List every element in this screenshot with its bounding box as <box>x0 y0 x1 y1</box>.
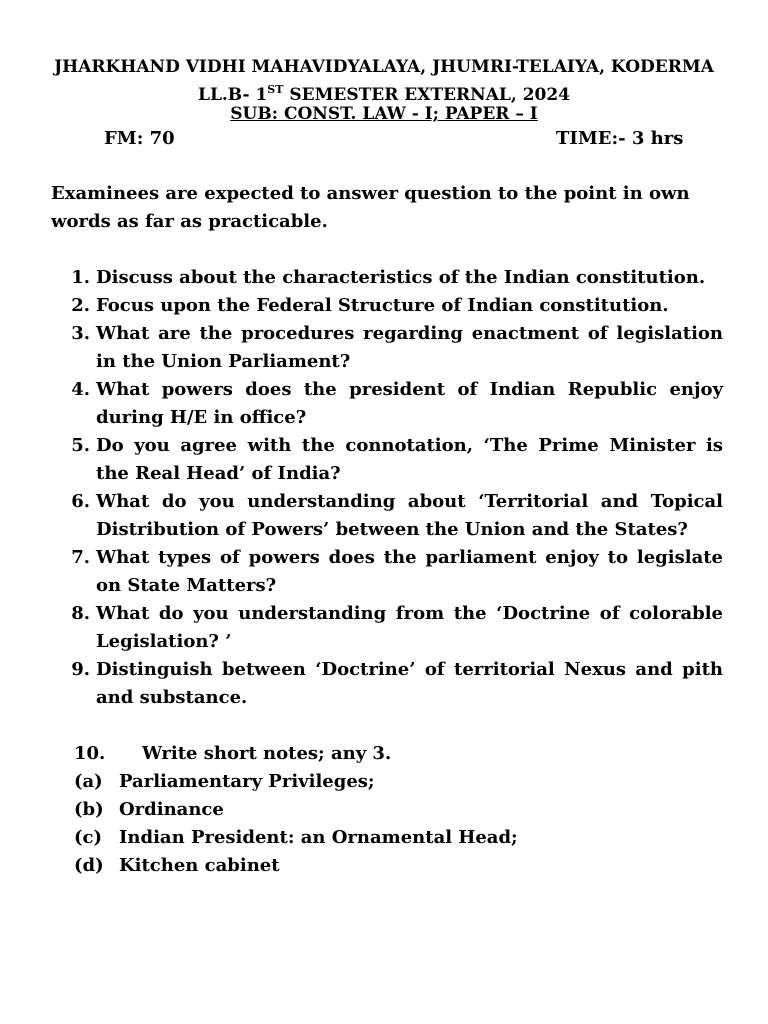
full-marks: FM: 70 <box>104 128 175 149</box>
question-item <box>51 656 723 712</box>
question-number: 9. <box>71 659 90 680</box>
question-number: 8. <box>71 603 90 624</box>
question-item <box>51 432 723 488</box>
question-number: 3. <box>71 323 90 344</box>
question-10-text: Write short notes; any 3. <box>142 743 392 764</box>
question-text: Discuss about the characteristics of the Indian constitution. <box>96 267 706 288</box>
question-item <box>51 544 723 600</box>
exam-title-suffix: SEMESTER EXTERNAL, 2024 <box>283 85 571 105</box>
short-note-item <box>74 852 518 880</box>
question-text: Distinguish between ‘Doctrine’ of territorial Nexus and pith and substance. <box>96 659 723 708</box>
question-item <box>51 292 723 320</box>
question-item <box>51 320 723 376</box>
exam-title <box>0 79 768 106</box>
exam-title-prefix: LL.B- 1 <box>197 85 268 105</box>
question-number: 7. <box>71 547 90 568</box>
institution-name: JHARKHAND VIDHI MAHAVIDYALAYA, JHUMRI-TELAIYA, KODERMA <box>54 57 714 77</box>
question-number: 5. <box>71 435 90 456</box>
question-item <box>51 488 723 544</box>
question-text: What do you understanding about ‘Territorial and Topical Distribution of Powers’ between the Union and the States? <box>96 491 723 540</box>
question-text: What powers does the president of Indian Republic enjoy during H/E in office? <box>96 379 723 428</box>
short-note-text: Ordinance <box>119 799 224 820</box>
exam-time: TIME:- 3 hrs <box>556 128 684 149</box>
question-number: 2. <box>71 295 90 316</box>
subject-text: SUB: CONST. LAW - I; PAPER – I <box>230 104 538 124</box>
question-item <box>51 376 723 432</box>
question-10-number: 10. <box>74 743 106 764</box>
short-note-letter: (b) <box>74 799 104 820</box>
question-text: Do you agree with the connotation, ‘The Prime Minister is the Real Head’ of India? <box>96 435 723 484</box>
question-item <box>51 264 723 292</box>
question-number: 4. <box>71 379 90 400</box>
subject-line <box>0 103 768 125</box>
short-note-item <box>74 824 518 852</box>
short-notes-list <box>74 768 518 880</box>
question-number: 6. <box>71 491 90 512</box>
question-item <box>51 600 723 656</box>
short-note-text: Indian President: an Ornamental Head; <box>119 827 518 848</box>
short-note-text: Parliamentary Privileges; <box>119 771 375 792</box>
short-note-letter: (c) <box>74 827 102 848</box>
short-note-item <box>74 796 518 824</box>
short-note-letter: (d) <box>74 855 104 876</box>
instruction-text: Examinees are expected to answer question to the point in own words as far as practicable. <box>51 183 690 232</box>
short-note-item <box>74 768 518 796</box>
question-text: What types of powers does the parliament enjoy to legislate on State Matters? <box>96 547 723 596</box>
question-text: Focus upon the Federal Structure of Indian constitution. <box>96 295 669 316</box>
question-number: 1. <box>71 267 90 288</box>
question-list <box>51 264 723 712</box>
short-note-text: Kitchen cabinet <box>119 855 280 876</box>
question-text: What are the procedures regarding enactment of legislation in the Union Parliament? <box>96 323 723 372</box>
exam-title-superscript: ST <box>267 83 284 96</box>
question-10-heading <box>74 740 391 768</box>
short-note-letter: (a) <box>74 771 103 792</box>
question-text: What do you understanding from the ‘Doctrine of colorable Legislation? ’ <box>96 603 723 652</box>
